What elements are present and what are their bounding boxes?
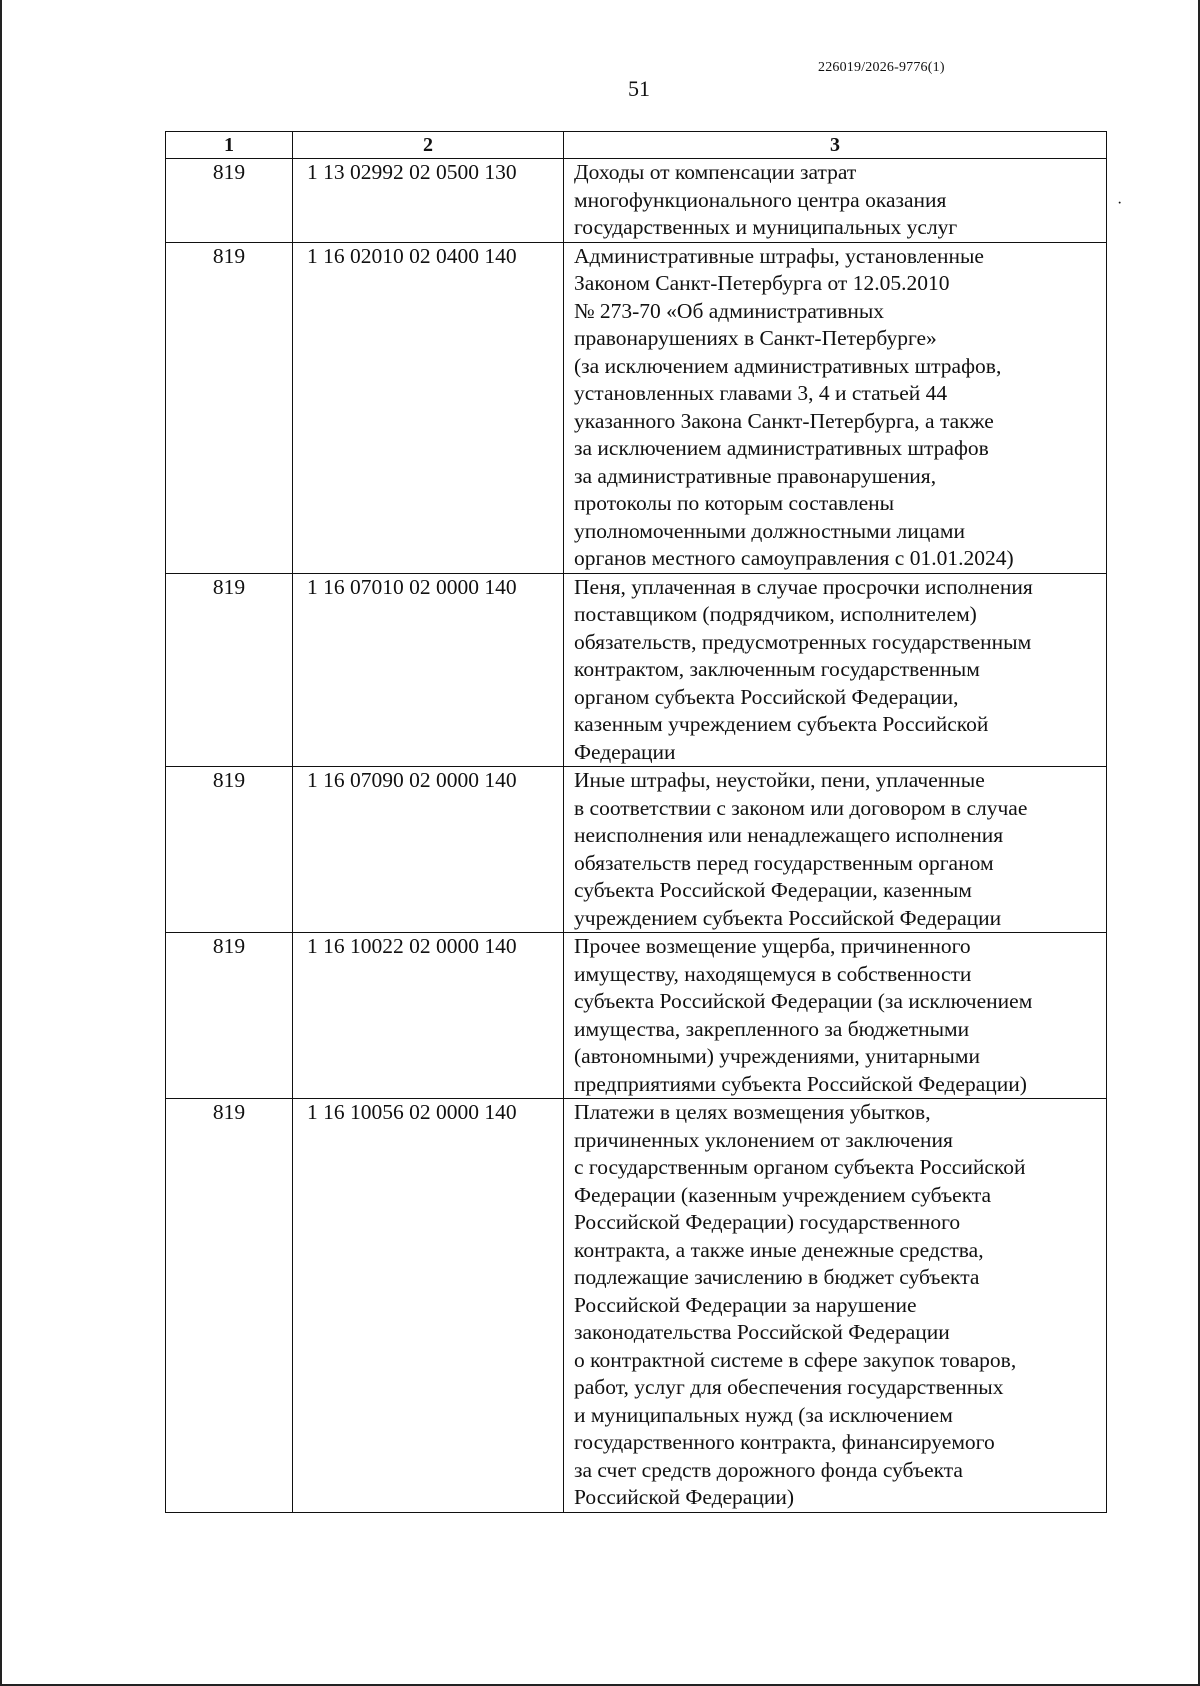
description-cell xyxy=(564,1099,1107,1513)
description-line: причиненных уклонением от заключения xyxy=(574,1127,953,1152)
description-line: работ, услуг для обеспечения государственных xyxy=(574,1375,1004,1399)
description-line: в соответствии с законом или договором в случае xyxy=(574,795,1028,820)
description-line: Доходы от компенсации затрат xyxy=(574,160,857,184)
document-code: 226019/2026-9776(1) xyxy=(818,60,945,75)
description-line: Административные штрафы, установленные xyxy=(574,243,984,268)
description-line: неисполнения или ненадлежащего исполнения xyxy=(574,823,1004,847)
description-line: за счет средств дорожного фонда субъекта xyxy=(574,1457,963,1482)
description-line: Федерации (казенным учреждением субъекта xyxy=(574,1182,992,1207)
description-line: установленных главами 3, 4 и статьей 44 xyxy=(574,381,948,405)
description-line: уполномоченными должностными лицами xyxy=(574,518,965,543)
admin-code-cell: 819 xyxy=(166,242,293,573)
description-line: за административные правонарушения, xyxy=(574,463,937,488)
description-line: правонарушениях в Санкт-Петербурге» xyxy=(574,326,937,350)
description-line: о контрактной системе в сфере закупок товаров, xyxy=(574,1347,1017,1372)
description-line: контрактом, заключенным государственным xyxy=(574,657,980,681)
table-header-row xyxy=(166,132,1107,159)
description-cell xyxy=(564,767,1107,933)
admin-code-cell: 819 xyxy=(166,573,293,767)
description-line: поставщиком (подрядчиком, исполнителем) xyxy=(574,602,977,626)
description-line: Платежи в целях возмещения убытков, xyxy=(574,1100,931,1124)
description-cell xyxy=(564,933,1107,1099)
kbk-code-cell: 1 16 10022 02 0000 140 xyxy=(293,933,564,1099)
description-line: государственных и муниципальных услуг xyxy=(574,215,958,239)
kbk-code-cell: 1 16 10056 02 0000 140 xyxy=(293,1099,564,1513)
description-line: (автономными) учреждениями, унитарными xyxy=(574,1044,980,1068)
table-row xyxy=(166,767,1107,933)
admin-code-cell: 819 xyxy=(166,1099,293,1513)
description-line: протоколы по которым составлены xyxy=(574,491,895,515)
column-header-1: 1 xyxy=(166,132,293,159)
description-line: № 273-70 «Об административных xyxy=(574,298,885,323)
table-row xyxy=(166,242,1107,573)
column-header-3: 3 xyxy=(564,132,1107,159)
description-line: Пеня, уплаченная в случае просрочки исполнения xyxy=(574,574,1033,599)
description-line: учреждением субъекта Российской Федерации xyxy=(574,905,1002,930)
kbk-code-cell: 1 16 07090 02 0000 140 xyxy=(293,767,564,933)
description-line: Федерации xyxy=(574,739,676,764)
description-line: субъекта Российской Федерации (за исключением xyxy=(574,989,1033,1013)
description-line: Российской Федерации) государственного xyxy=(574,1210,961,1234)
description-line: обязательств, предусмотренных государственным xyxy=(574,629,1032,654)
description-line: Иные штрафы, неустойки, пени, уплаченные xyxy=(574,768,985,792)
description-line: Прочее возмещение ущерба, причиненного xyxy=(574,934,971,958)
description-cell xyxy=(564,573,1107,767)
kbk-code-cell: 1 13 02992 02 0500 130 xyxy=(293,159,564,243)
table-row xyxy=(166,573,1107,767)
description-line: с государственным органом субъекта Российской xyxy=(574,1155,1026,1179)
revenue-codes-table xyxy=(165,131,1107,1513)
admin-code-cell: 819 xyxy=(166,767,293,933)
admin-code-cell: 819 xyxy=(166,933,293,1099)
table-row xyxy=(166,1099,1107,1513)
description-line: органом субъекта Российской Федерации, xyxy=(574,684,959,709)
description-line: подлежащие зачислению в бюджет субъекта xyxy=(574,1265,980,1289)
description-line: обязательств перед государственным органом xyxy=(574,850,994,875)
description-cell xyxy=(564,159,1107,243)
page-number: 51 xyxy=(628,76,650,101)
kbk-code-cell: 1 16 07010 02 0000 140 xyxy=(293,573,564,767)
description-line: Законом Санкт-Петербурга от 12.05.2010 xyxy=(574,271,950,295)
description-line: и муниципальных нужд (за исключением xyxy=(574,1402,953,1427)
description-line: Российской Федерации) xyxy=(574,1485,795,1509)
description-line: Российской Федерации за нарушение xyxy=(574,1292,917,1317)
description-line: за исключением административных штрафов xyxy=(574,436,989,460)
description-line: контракта, а также иные денежные средства, xyxy=(574,1237,984,1262)
table-row xyxy=(166,159,1107,243)
description-line: государственного контракта, финансируемого xyxy=(574,1430,995,1454)
admin-code-cell: 819 xyxy=(166,159,293,243)
description-line: многофункционального центра оказания xyxy=(574,187,947,212)
column-header-2: 2 xyxy=(293,132,564,159)
description-line: имуществу, находящемуся в собственности xyxy=(574,961,972,986)
description-line: указанного Закона Санкт-Петербурга, а также xyxy=(574,408,994,433)
description-line: органов местного самоуправления с 01.01.2024) xyxy=(574,546,1014,570)
description-line: имущества, закрепленного за бюджетными xyxy=(574,1016,970,1041)
description-cell xyxy=(564,242,1107,573)
description-line: (за исключением административных штрафов, xyxy=(574,353,1002,378)
margin-mark: · xyxy=(1117,195,1123,212)
description-line: субъекта Российской Федерации, казенным xyxy=(574,878,972,902)
kbk-code-cell: 1 16 02010 02 0400 140 xyxy=(293,242,564,573)
table-row xyxy=(166,933,1107,1099)
description-line: законодательства Российской Федерации xyxy=(574,1320,950,1344)
description-line: казенным учреждением субъекта Российской xyxy=(574,712,989,736)
description-line: предприятиями субъекта Российской Федерации) xyxy=(574,1071,1027,1096)
table-body xyxy=(166,159,1107,1513)
